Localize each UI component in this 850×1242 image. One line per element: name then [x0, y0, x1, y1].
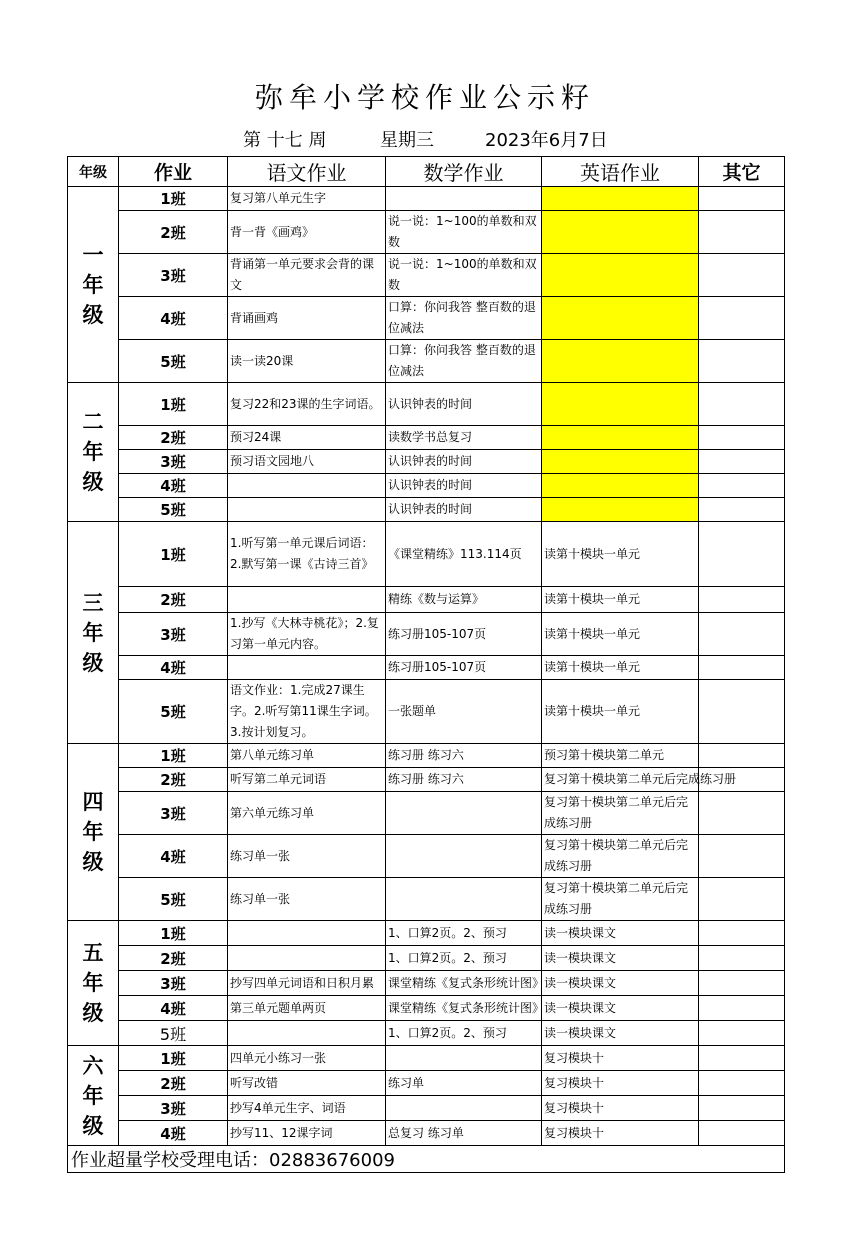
- math-homework-cell: [386, 792, 542, 835]
- other-homework-cell: [699, 498, 785, 522]
- chinese-homework-cell: 复习第八单元生字: [228, 187, 386, 211]
- other-homework-cell: [699, 680, 785, 744]
- chinese-homework-cell: 抄写四单元词语和日积月累: [228, 971, 386, 996]
- class-label: 2班: [119, 1071, 228, 1096]
- math-homework-cell: 精练《数与运算》: [386, 587, 542, 613]
- weekday-label: 星期三: [380, 130, 434, 151]
- math-homework-cell: 读数学书总复习: [386, 426, 542, 450]
- chinese-homework-cell: 第八单元练习单: [228, 744, 386, 768]
- english-homework-cell: 预习第十模块第二单元: [542, 744, 699, 768]
- homework-table: [67, 156, 785, 1173]
- chinese-homework-cell: 预习语文园地八: [228, 450, 386, 474]
- table-row: [68, 340, 785, 383]
- chinese-homework-cell: [228, 946, 386, 971]
- math-homework-cell: 说一说：1~100的单数和双数: [386, 211, 542, 254]
- chinese-homework-cell: [228, 474, 386, 498]
- class-label: 4班: [119, 474, 228, 498]
- table-row: [68, 587, 785, 613]
- class-label: 5班: [119, 340, 228, 383]
- chinese-homework-cell: [228, 587, 386, 613]
- table-row: [68, 522, 785, 587]
- other-homework-cell: [699, 254, 785, 297]
- grade-label-char: 年: [82, 1083, 104, 1108]
- header-row: [68, 157, 785, 187]
- chinese-homework-cell: 四单元小练习一张: [228, 1046, 386, 1071]
- class-label: 3班: [119, 1096, 228, 1121]
- chinese-homework-cell: 听写第二单元词语: [228, 768, 386, 792]
- math-homework-cell: 一张题单: [386, 680, 542, 744]
- english-homework-cell: [542, 383, 699, 426]
- chinese-homework-cell: 抄写11、12课字词: [228, 1121, 386, 1146]
- grade-label-cell: [68, 187, 119, 383]
- grade-label-char: 级: [82, 1001, 104, 1025]
- math-homework-cell: 练习单: [386, 1071, 542, 1096]
- other-homework-cell: [699, 656, 785, 680]
- grade-label-char: 年: [82, 440, 104, 464]
- math-homework-cell: 说一说：1~100的单数和双数: [386, 254, 542, 297]
- class-label: 1班: [119, 921, 228, 946]
- english-homework-cell: 读一模块课文: [542, 1021, 699, 1046]
- chinese-homework-cell: [228, 656, 386, 680]
- grade-label-char: 级: [82, 1113, 104, 1138]
- english-homework-cell: 复习第十模块第二单元后完成练习册: [542, 768, 699, 792]
- class-label: 4班: [119, 1121, 228, 1146]
- other-homework-cell: [699, 1046, 785, 1071]
- footer-row: [68, 1146, 785, 1173]
- table-row: [68, 450, 785, 474]
- math-homework-cell: 口算：你问我答 整百数的退位减法: [386, 340, 542, 383]
- math-homework-cell: 总复习 练习单: [386, 1121, 542, 1146]
- english-homework-cell: 读第十模块一单元: [542, 613, 699, 656]
- grade-label-char: 级: [82, 470, 104, 494]
- math-homework-cell: [386, 1096, 542, 1121]
- other-homework-cell: [699, 522, 785, 587]
- complaint-phone-note: 作业超量学校受理电话：02883676009: [68, 1146, 785, 1173]
- page-title: 弥牟小学校作业公示籽: [254, 81, 595, 114]
- class-label: 4班: [119, 835, 228, 878]
- english-homework-cell: 读一模块课文: [542, 996, 699, 1021]
- english-homework-cell: [542, 211, 699, 254]
- grade-label-char: 级: [82, 650, 104, 675]
- class-label: 2班: [119, 768, 228, 792]
- grade-label-cell: [68, 383, 119, 522]
- english-homework-cell: 复习模块十: [542, 1046, 699, 1071]
- grade-label-char: 一: [82, 242, 104, 267]
- header-class: 作业: [119, 157, 228, 187]
- table-row: [68, 1096, 785, 1121]
- other-homework-cell: [699, 187, 785, 211]
- math-homework-cell: 练习册105-107页: [386, 656, 542, 680]
- grade-label-char: 二: [82, 410, 104, 434]
- class-label: 5班: [119, 680, 228, 744]
- header-english: 英语作业: [542, 157, 699, 187]
- chinese-homework-cell: 复习22和23课的生字词语。: [228, 383, 386, 426]
- chinese-homework-cell: 抄写4单元生字、词语: [228, 1096, 386, 1121]
- grade-label-cell: [68, 921, 119, 1046]
- table-row: [68, 613, 785, 656]
- other-homework-cell: [699, 1071, 785, 1096]
- english-homework-cell: 读一模块课文: [542, 921, 699, 946]
- grade-label-char: 年: [82, 820, 104, 844]
- class-label: 5班: [119, 1021, 228, 1046]
- class-label: 5班: [119, 878, 228, 921]
- table-row: [68, 1021, 785, 1046]
- english-homework-cell: 读第十模块一单元: [542, 680, 699, 744]
- header-chinese: 语文作业: [228, 157, 386, 187]
- class-label: 2班: [119, 426, 228, 450]
- other-homework-cell: [699, 426, 785, 450]
- table-row: [68, 1121, 785, 1146]
- table-row: [68, 744, 785, 768]
- other-homework-cell: [699, 450, 785, 474]
- chinese-homework-cell: 背诵画鸡: [228, 297, 386, 340]
- other-homework-cell: [699, 613, 785, 656]
- table-row: [68, 498, 785, 522]
- grade-label-char: 五: [82, 941, 104, 965]
- grade-label-char: 六: [82, 1053, 104, 1078]
- math-homework-cell: 课堂精练《复式条形统计图》: [386, 996, 542, 1021]
- chinese-homework-cell: 第六单元练习单: [228, 792, 386, 835]
- class-label: 1班: [119, 522, 228, 587]
- math-homework-cell: [386, 1046, 542, 1071]
- english-homework-cell: [542, 474, 699, 498]
- math-homework-cell: [386, 835, 542, 878]
- table-row: [68, 835, 785, 878]
- grade-label-cell: [68, 522, 119, 744]
- chinese-homework-cell: 听写改错: [228, 1071, 386, 1096]
- chinese-homework-cell: 预习24课: [228, 426, 386, 450]
- math-homework-cell: 《课堂精练》113.114页: [386, 522, 542, 587]
- table-row: [68, 768, 785, 792]
- english-homework-cell: [542, 254, 699, 297]
- chinese-homework-cell: [228, 1021, 386, 1046]
- english-homework-cell: [542, 426, 699, 450]
- table-row: [68, 211, 785, 254]
- english-homework-cell: 复习第十模块第二单元后完成练习册: [542, 878, 699, 921]
- table-row: [68, 187, 785, 211]
- other-homework-cell: [699, 971, 785, 996]
- class-label: 5班: [119, 498, 228, 522]
- math-homework-cell: [386, 878, 542, 921]
- other-homework-cell: [699, 835, 785, 878]
- class-label: 4班: [119, 297, 228, 340]
- grade-label-char: 三: [82, 590, 104, 615]
- english-homework-cell: 读一模块课文: [542, 971, 699, 996]
- class-label: 4班: [119, 996, 228, 1021]
- english-homework-cell: 读第十模块一单元: [542, 587, 699, 613]
- english-homework-cell: 复习第十模块第二单元后完成练习册: [542, 792, 699, 835]
- chinese-homework-cell: 第三单元题单两页: [228, 996, 386, 1021]
- math-homework-cell: 认识钟表的时间: [386, 474, 542, 498]
- other-homework-cell: [699, 921, 785, 946]
- english-homework-cell: 复习第十模块第二单元后完成练习册: [542, 835, 699, 878]
- grade-label-char: 年: [82, 620, 104, 645]
- english-homework-cell: 复习模块十: [542, 1096, 699, 1121]
- subtitle: [243, 126, 663, 150]
- table-body: [68, 187, 785, 1146]
- grade-label-char: 年: [82, 272, 104, 297]
- math-homework-cell: 口算：你问我答 整百数的退位减法: [386, 297, 542, 340]
- english-homework-cell: [542, 340, 699, 383]
- math-homework-cell: 练习册 练习六: [386, 768, 542, 792]
- chinese-homework-cell: 语文作业：1.完成27课生字。2.听写第11课生字词。3.按计划复习。: [228, 680, 386, 744]
- english-homework-cell: 读一模块课文: [542, 946, 699, 971]
- other-homework-cell: [699, 744, 785, 768]
- english-homework-cell: [542, 450, 699, 474]
- math-homework-cell: [386, 187, 542, 211]
- table-row: [68, 792, 785, 835]
- table-row: [68, 878, 785, 921]
- other-homework-cell: [699, 474, 785, 498]
- class-label: 2班: [119, 211, 228, 254]
- math-homework-cell: 1、口算2页。2、预习: [386, 921, 542, 946]
- chinese-homework-cell: 背诵第一单元要求会背的课文: [228, 254, 386, 297]
- table-row: [68, 971, 785, 996]
- chinese-homework-cell: 练习单一张: [228, 878, 386, 921]
- other-homework-cell: [699, 996, 785, 1021]
- class-label: 4班: [119, 656, 228, 680]
- chinese-homework-cell: 背一背《画鸡》: [228, 211, 386, 254]
- class-label: 3班: [119, 254, 228, 297]
- table-row: [68, 383, 785, 426]
- class-label: 2班: [119, 946, 228, 971]
- grade-label-cell: [68, 744, 119, 921]
- english-homework-cell: 复习模块十: [542, 1121, 699, 1146]
- other-homework-cell: [699, 383, 785, 426]
- chinese-homework-cell: [228, 498, 386, 522]
- table-row: [68, 656, 785, 680]
- table-row: [68, 1046, 785, 1071]
- week-label: 第 十七 周: [243, 130, 327, 151]
- other-homework-cell: [699, 340, 785, 383]
- english-homework-cell: [542, 187, 699, 211]
- other-homework-cell: [699, 792, 785, 835]
- table-row: [68, 1071, 785, 1096]
- class-label: 1班: [119, 744, 228, 768]
- grade-label-char: 年: [82, 971, 104, 995]
- grade-label-cell: [68, 1046, 119, 1146]
- other-homework-cell: [699, 1021, 785, 1046]
- english-homework-cell: [542, 297, 699, 340]
- class-label: 3班: [119, 613, 228, 656]
- chinese-homework-cell: 读一读20课: [228, 340, 386, 383]
- class-label: 1班: [119, 187, 228, 211]
- table-row: [68, 254, 785, 297]
- table-row: [68, 680, 785, 744]
- english-homework-cell: 复习模块十: [542, 1071, 699, 1096]
- class-label: 3班: [119, 450, 228, 474]
- other-homework-cell: [699, 878, 785, 921]
- math-homework-cell: 1、口算2页。2、预习: [386, 946, 542, 971]
- chinese-homework-cell: 练习单一张: [228, 835, 386, 878]
- chinese-homework-cell: [228, 921, 386, 946]
- table-row: [68, 921, 785, 946]
- class-label: 3班: [119, 792, 228, 835]
- math-homework-cell: 练习册 练习六: [386, 744, 542, 768]
- class-label: 3班: [119, 971, 228, 996]
- english-homework-cell: 读第十模块一单元: [542, 656, 699, 680]
- grade-label-char: 级: [82, 850, 104, 874]
- table-row: [68, 946, 785, 971]
- other-homework-cell: [699, 297, 785, 340]
- math-homework-cell: 认识钟表的时间: [386, 450, 542, 474]
- header-math: 数学作业: [386, 157, 542, 187]
- english-homework-cell: 读第十模块一单元: [542, 522, 699, 587]
- header-other: 其它: [699, 157, 785, 187]
- header-grade: 年级: [68, 157, 119, 187]
- other-homework-cell: [699, 1096, 785, 1121]
- other-homework-cell: [699, 211, 785, 254]
- chinese-homework-cell: 1.听写第一单元课后词语：2.默写第一课《古诗三首》: [228, 522, 386, 587]
- math-homework-cell: 认识钟表的时间: [386, 498, 542, 522]
- math-homework-cell: 练习册105-107页: [386, 613, 542, 656]
- table-row: [68, 474, 785, 498]
- math-homework-cell: 课堂精练《复式条形统计图》: [386, 971, 542, 996]
- grade-label-char: 四: [82, 790, 104, 814]
- class-label: 1班: [119, 1046, 228, 1071]
- class-label: 1班: [119, 383, 228, 426]
- english-homework-cell: [542, 498, 699, 522]
- other-homework-cell: [699, 587, 785, 613]
- table-row: [68, 426, 785, 450]
- chinese-homework-cell: 1.抄写《大林寺桃花》；2.复习第一单元内容。: [228, 613, 386, 656]
- table-row: [68, 297, 785, 340]
- math-homework-cell: 认识钟表的时间: [386, 383, 542, 426]
- table-row: [68, 996, 785, 1021]
- grade-label-char: 级: [82, 302, 104, 327]
- class-label: 2班: [119, 587, 228, 613]
- date-label: 2023年6月7日: [485, 130, 608, 151]
- other-homework-cell: [699, 1121, 785, 1146]
- math-homework-cell: 1、口算2页。2、预习: [386, 1021, 542, 1046]
- other-homework-cell: [699, 946, 785, 971]
